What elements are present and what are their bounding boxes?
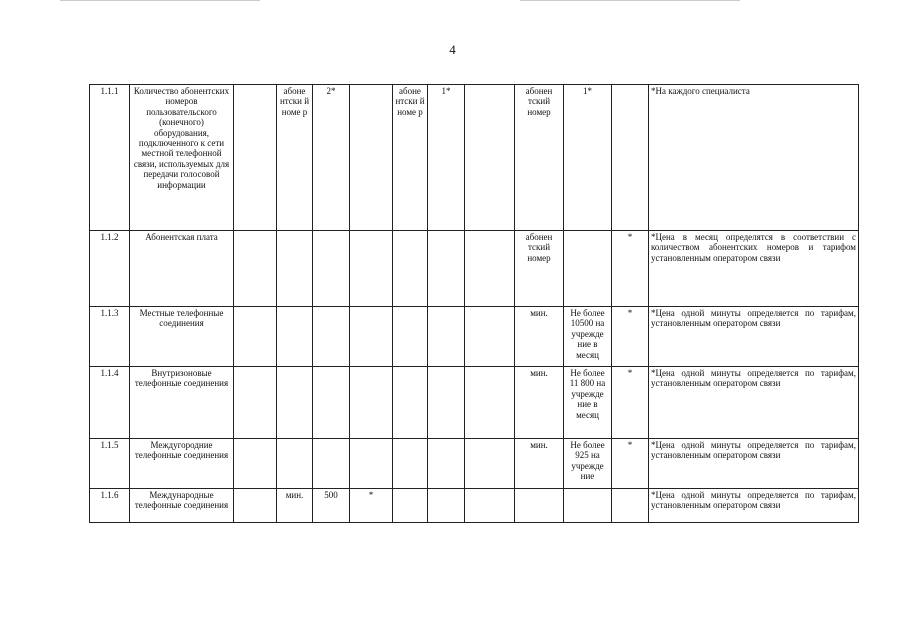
price-1 [350,231,393,307]
page-number: 4 [449,42,456,57]
unit-2 [393,231,428,307]
service-name: Абонентская плата [130,231,234,307]
price-3: * [612,231,649,307]
note: *На каждого специалиста [649,85,859,231]
price-1: * [350,489,393,523]
unit-1: мин. [277,489,313,523]
empty-cell [465,231,515,307]
quantity-1: 500 [313,489,350,523]
price-3 [612,85,649,231]
empty-cell [465,439,515,489]
unit-1 [277,367,313,439]
price-3: * [612,367,649,439]
quantity-2 [428,439,465,489]
table-row [90,85,859,231]
quantity-1 [313,231,350,307]
empty-cell [465,367,515,439]
quantity-2 [428,307,465,367]
price-3: * [612,439,649,489]
row-number: 1.1.2 [90,231,130,307]
note: *Цена одной минуты определяется по тарифам, установленным оператором связи [649,439,859,489]
empty-cell [465,307,515,367]
unit-1 [277,307,313,367]
service-name: Местные телефонные соединения [130,307,234,367]
price-1 [350,439,393,489]
unit-2 [393,489,428,523]
row-number: 1.1.1 [90,85,130,231]
unit-3: абонен тский номер [515,85,564,231]
empty-cell [234,367,277,439]
quantity-3: Не более 10500 на учрежде ние в месяц [564,307,612,367]
unit-2 [393,439,428,489]
quantity-2: 1* [428,85,465,231]
table-row [90,231,859,307]
table-row [90,489,859,523]
unit-2: абоне нтски й номе р [393,85,428,231]
quantity-1 [313,307,350,367]
row-number: 1.1.3 [90,307,130,367]
empty-cell [234,231,277,307]
unit-2 [393,307,428,367]
row-number: 1.1.4 [90,367,130,439]
quantity-1 [313,367,350,439]
price-1 [350,367,393,439]
row-number: 1.1.6 [90,489,130,523]
note: *Цена одной минуты определяется по тарифам, установленным оператором связи [649,367,859,439]
table-row [90,367,859,439]
note: *Цена в месяц определятся в соответствии с количеством абонентских номеров и тарифом установленным оператором связи [649,231,859,307]
quantity-2 [428,367,465,439]
empty-cell [465,85,515,231]
service-name: Количество абонентских номеров пользовательского (конечного) оборудования, подключенного к сети местной телефонной связи, используемых для передачи голосовой информации [130,85,234,231]
quantity-2 [428,231,465,307]
unit-3: абонен тский номер [515,231,564,307]
empty-cell [234,85,277,231]
quantity-2 [428,489,465,523]
service-name: Междугородние телефонные соединения [130,439,234,489]
quantity-1 [313,439,350,489]
empty-cell [234,489,277,523]
unit-2 [393,367,428,439]
quantity-3: 1* [564,85,612,231]
quantity-3: Не более 925 на учрежде ние [564,439,612,489]
unit-3: мин. [515,307,564,367]
note: *Цена одной минуты определяется по тарифам, установленным оператором связи [649,307,859,367]
price-3 [612,489,649,523]
service-name: Международные телефонные соединения [130,489,234,523]
empty-cell [465,489,515,523]
note: *Цена одной минуты определяется по тарифам, установленным оператором связи [649,489,859,523]
quantity-1: 2* [313,85,350,231]
price-3: * [612,307,649,367]
price-1 [350,307,393,367]
scan-edge-line-right [520,0,740,1]
unit-1 [277,439,313,489]
unit-3 [515,489,564,523]
price-1 [350,85,393,231]
unit-1: абоне нтски й номе р [277,85,313,231]
empty-cell [234,307,277,367]
telephone-services-table [89,84,859,523]
unit-1 [277,231,313,307]
quantity-3 [564,231,612,307]
quantity-3 [564,489,612,523]
unit-3: мин. [515,439,564,489]
table-row [90,439,859,489]
table-row [90,307,859,367]
row-number: 1.1.5 [90,439,130,489]
unit-3: мин. [515,367,564,439]
empty-cell [234,439,277,489]
scan-edge-line-left [60,0,260,1]
quantity-3: Не более 11 800 на учрежде ние в месяц [564,367,612,439]
service-name: Внутризоновые телефонные соединения [130,367,234,439]
